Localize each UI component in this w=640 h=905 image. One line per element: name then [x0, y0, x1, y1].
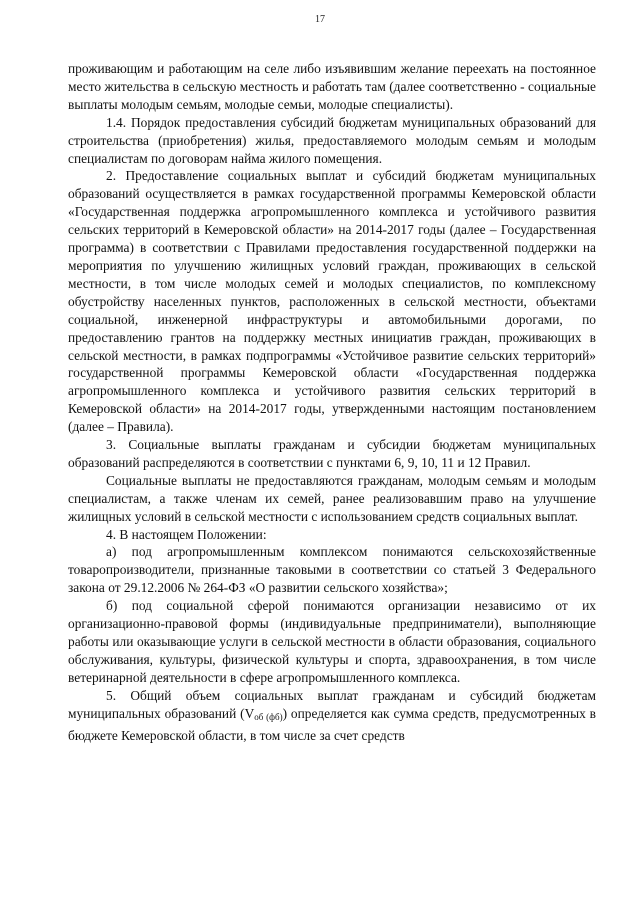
paragraph-continuation: проживающим и работающим на селе либо изъявившим желание переехать на постоянное место жительства в сельскую местность и работать там (далее соответственно - социальные выплаты молодым семьям, молодые семьи, молодые специалисты). — [68, 61, 596, 112]
paragraph-5-end: ) определяется как сумма средств, предусмотренных в бюджете Кемеровской области, в том числе за счет средств — [68, 705, 597, 743]
paragraph-4: 4. В настоящем Положении: — [106, 526, 267, 542]
paragraph-4-b: б) под социальной сферой понимаются организации независимо от их организационно-правовой формы (индивидуальные предприниматели), выполняющие работы или оказывающие услуги в сельской местности в области образования, социального обслуживания, культуры, физической культуры и спорта, здравоохранения, в том числе ветеринарной деятельности в сфере агропромышленного комплекса. — [68, 598, 596, 685]
paragraph-1-4: 1.4. Порядок предоставления субсидий бюджетам муниципальных образований для строительства (приобретения) жилья, предоставляемого молодым семьям и молодым специалистам по договорам найма жилого помещения. — [68, 114, 596, 166]
paragraph-3-note: Социальные выплаты не предоставляются гражданам, молодым семьям и молодым специалистам, а также членам их семей, ранее реализовавшим право на улучшение жилищных условий в сельской местности с использованием средств социальных выплат. — [68, 472, 596, 524]
page-number: 17 — [315, 14, 325, 25]
paragraph-5 — [68, 687, 596, 745]
paragraph-3: 3. Социальные выплаты гражданам и субсидии бюджетам муниципальных образований распределяются в соответствии с пунктами 6, 9, 10, 11 и 12 Правил. — [68, 437, 596, 470]
document-body — [68, 60, 596, 744]
paragraph-5-start: 5. Общий объем социальных выплат гражданам и субсидий бюджетам муниципальных образований (V — [68, 687, 596, 721]
paragraph-4-a: а) под агропромышленным комплексом понимаются сельскохозяйственные товаропроизводители, признанные таковыми в соответствии со статьей 3 Федерального закона от 29.12.2006 № 264-ФЗ «О развитии сельского хозяйства»; — [68, 544, 596, 596]
paragraph-2: 2. Предоставление социальных выплат и субсидий бюджетам муниципальных образований осуществляется в рамках государственной программы Кемеровской области «Государственная поддержка агропромышленного комплекса и устойчивого развития сельских территорий в Кемеровской области» на 2014-2017 годы (далее – Государственная программа) в соответствии с Правилами предоставления государственной поддержки на мероприятия по улучшению жилищных условий граждан, проживающих в сельской местности, в том числе молодых семей и молодых специалистов, по комплексному обустройству населенных пунктов, расположенных в сельской местности, объектами социальной, инженерной инфраструктуры и автомобильными дорогами, по предоставлению грантов на поддержку местных инициатив граждан, проживающих в сельской местности, в рамках подпрограммы «Устойчивое развитие сельских территорий» государственной программы Кемеровской области «Государственная поддержка агропромышленного комплекса и устойчивого развития сельских территорий в Кемеровской области» на 2014-2017 годы, утвержденными настоящим постановлением (далее – Правила). — [68, 168, 596, 435]
formula-subscript: об (фб) — [254, 711, 283, 722]
